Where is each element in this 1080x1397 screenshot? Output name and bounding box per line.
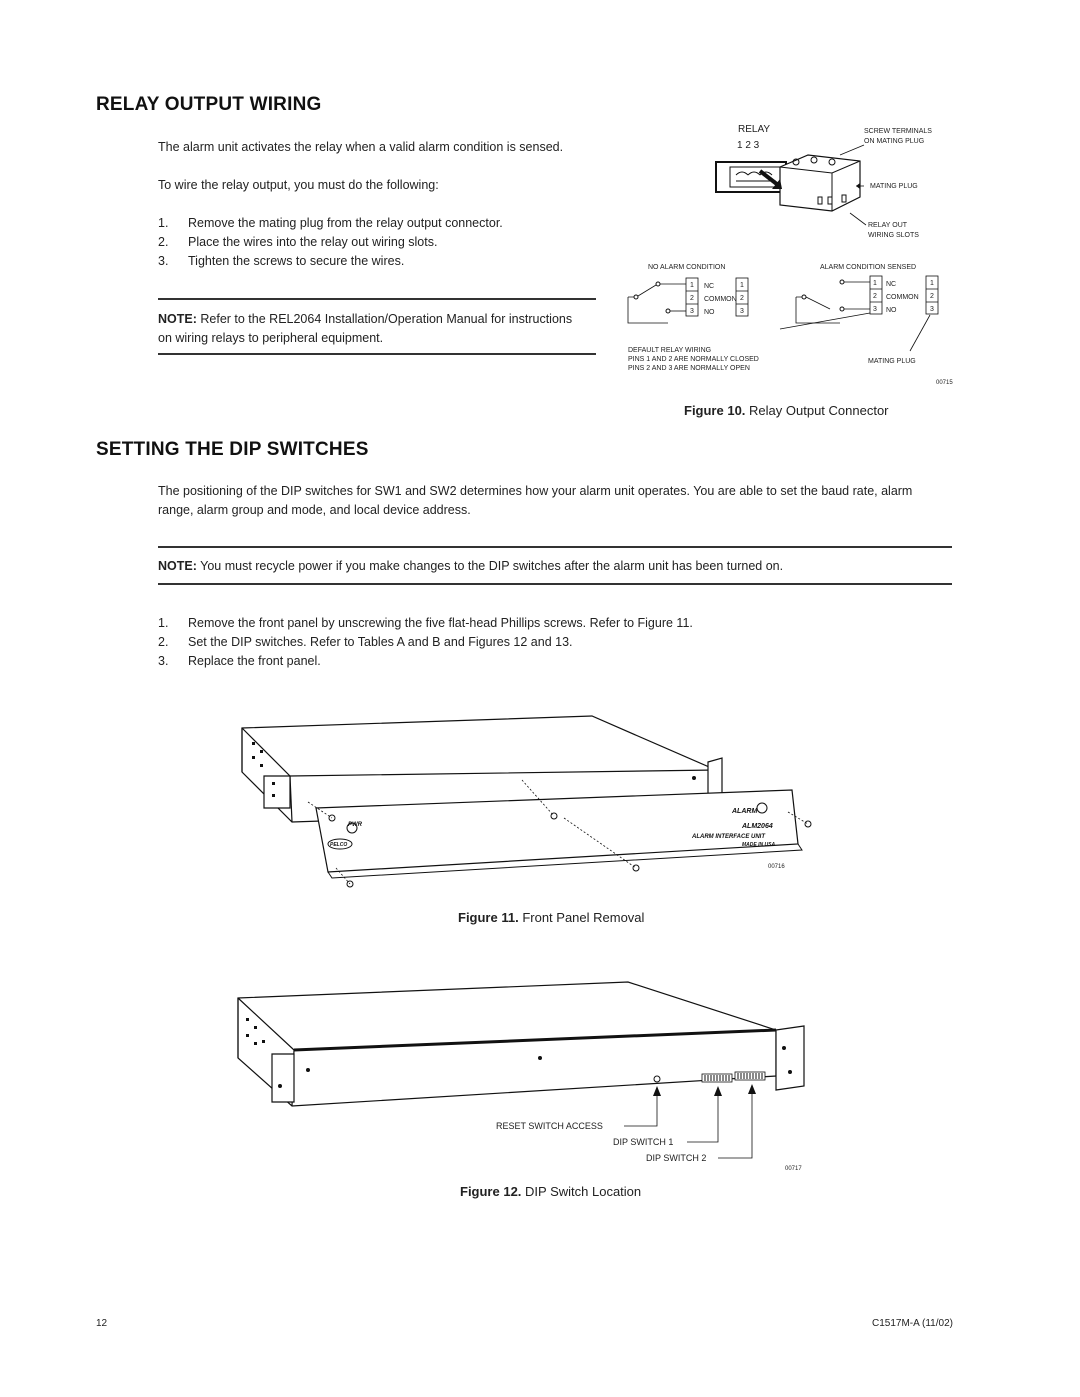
figure11-code: 00716 xyxy=(768,864,785,870)
dip-switch-2-label: DIP SWITCH 2 xyxy=(646,1153,707,1163)
right-plug-pin-1: 1 xyxy=(930,280,934,287)
mating-plug-drawing xyxy=(760,155,860,211)
relay-out-label-2: WIRING SLOTS xyxy=(868,232,919,239)
relay-pin-numbers: 1 2 3 xyxy=(737,140,760,151)
right-plug-pin-2: 2 xyxy=(930,293,934,300)
step-number: 3. xyxy=(158,654,169,668)
panel-made-label: MADE IN USA xyxy=(742,842,776,848)
screw-terminals-label-1: SCREW TERMINALS xyxy=(864,128,932,135)
step-number: 2. xyxy=(158,635,169,649)
dip-note-rule-bottom xyxy=(158,583,952,585)
default-wiring-3: PINS 2 AND 3 ARE NORMALLY OPEN xyxy=(628,365,750,372)
step-number: 1. xyxy=(158,616,169,630)
dip-step-1 xyxy=(158,616,693,630)
panel-pwr-label: PWR xyxy=(348,822,362,828)
step-text: Set the DIP switches. Refer to Tables A and B and Figures 12 and 13. xyxy=(188,635,573,649)
left-no-label: NO xyxy=(704,309,715,316)
figure12-code: 00717 xyxy=(785,1166,802,1172)
figure11-caption xyxy=(458,910,644,925)
no-alarm-condition-label: NO ALARM CONDITION xyxy=(648,264,726,271)
reset-switch-hole xyxy=(654,1076,660,1082)
step-text: Remove the front panel by unscrewing the five flat-head Phillips screws. Refer to Figure 11. xyxy=(188,616,693,630)
dip-note xyxy=(158,557,783,576)
relay-note xyxy=(158,310,598,348)
left-pin-1: 1 xyxy=(690,282,694,289)
relay-step-3 xyxy=(158,254,404,268)
right-pin-3: 3 xyxy=(873,306,877,313)
step-text: Remove the mating plug from the relay output connector. xyxy=(188,216,503,230)
figure12-caption-text: DIP Switch Location xyxy=(521,1184,642,1199)
dip-para-line-1: The positioning of the DIP switches for SW1 and SW2 determines how your alarm unit operates. You are able to set the baud rate, alarm xyxy=(158,484,913,498)
step-text: Tighten the screws to secure the wires. xyxy=(188,254,405,268)
relay-intro: The alarm unit activates the relay when a valid alarm condition is sensed. xyxy=(158,140,564,154)
alarm-sensed-schematic xyxy=(780,276,938,351)
note-rule-bottom xyxy=(158,353,596,355)
dip-switch-2 xyxy=(735,1072,765,1080)
dip-note-rule-top xyxy=(158,546,952,548)
step-number: 1. xyxy=(158,216,169,230)
relay-out-label-1: RELAY OUT xyxy=(868,222,908,229)
left-plug-pin-2: 2 xyxy=(740,295,744,302)
left-pin-2: 2 xyxy=(690,295,694,302)
step-number: 3. xyxy=(158,254,169,268)
mating-plug-label-2: MATING PLUG xyxy=(868,358,916,365)
relay-step-1 xyxy=(158,216,503,230)
section-title-relay-output-wiring: RELAY OUTPUT WIRING xyxy=(96,94,322,115)
mating-plug-label: MATING PLUG xyxy=(870,183,918,190)
figure10-caption-label: Figure 10. xyxy=(684,403,746,418)
callout-arrows xyxy=(653,1084,756,1096)
dip-para xyxy=(158,482,958,520)
relay-connector-diagram xyxy=(620,115,960,395)
left-common-label: COMMON xyxy=(704,296,737,303)
right-no-label: NO xyxy=(886,307,897,314)
step-text: Place the wires into the relay out wiring slots. xyxy=(188,235,438,249)
dip-switch-1 xyxy=(702,1074,732,1082)
alarm-condition-sensed-label: ALARM CONDITION SENSED xyxy=(820,264,917,271)
figure12-caption-label: Figure 12. xyxy=(460,1184,522,1199)
figure10-caption-text: Relay Output Connector xyxy=(745,403,889,418)
right-common-label: COMMON xyxy=(886,294,919,301)
left-plug-pin-1: 1 xyxy=(740,282,744,289)
dip-switch-1-label: DIP SWITCH 1 xyxy=(613,1137,674,1147)
left-pin-3: 3 xyxy=(690,308,694,315)
chassis-2 xyxy=(238,982,804,1106)
panel-unit-label: ALARM INTERFACE UNIT xyxy=(692,834,765,840)
figure10-caption xyxy=(684,403,889,418)
section-title-dip-switches: SETTING THE DIP SWITCHES xyxy=(96,439,369,460)
figure10-code: 00715 xyxy=(936,380,953,386)
right-pin-1: 1 xyxy=(873,280,877,287)
relay-instruction: To wire the relay output, you must do the following: xyxy=(158,178,439,192)
step-text: Replace the front panel. xyxy=(188,654,321,668)
note-rule-top xyxy=(158,298,596,300)
right-pin-2: 2 xyxy=(873,293,877,300)
dip-step-2 xyxy=(158,635,573,649)
note-line-1: Refer to the REL2064 Installation/Operation Manual for instructions xyxy=(200,312,573,326)
panel-model-label: ALM2064 xyxy=(742,823,773,830)
dip-note-text: You must recycle power if you make changes to the DIP switches after the alarm unit has been turned on. xyxy=(200,559,784,573)
reset-switch-access-label: RESET SWITCH ACCESS xyxy=(496,1121,603,1131)
left-plug-pin-3: 3 xyxy=(740,308,744,315)
note-line-2: on wiring relays to peripheral equipment. xyxy=(158,331,384,345)
screw-terminals-label-2: ON MATING PLUG xyxy=(864,138,925,145)
dip-para-line-2: range, alarm group and mode, and local device address. xyxy=(158,503,471,517)
relay-label: RELAY xyxy=(738,124,771,135)
dip-note-label: NOTE: xyxy=(158,559,197,573)
relay-step-2 xyxy=(158,235,437,249)
default-wiring-1: DEFAULT RELAY WIRING xyxy=(628,347,712,354)
dip-step-3 xyxy=(158,654,321,668)
note-label: NOTE: xyxy=(158,312,197,326)
figure11-caption-label: Figure 11. xyxy=(458,910,519,925)
figure11-caption-text: Front Panel Removal xyxy=(518,910,645,925)
default-wiring-2: PINS 1 AND 2 ARE NORMALLY CLOSED xyxy=(628,356,759,363)
callout-lines xyxy=(624,1092,752,1158)
step-number: 2. xyxy=(158,235,169,249)
left-nc-label: NC xyxy=(704,283,715,290)
right-nc-label: NC xyxy=(886,281,897,288)
dip-switch-location-drawing xyxy=(232,978,822,1178)
document-code: C1517M-A (11/02) xyxy=(872,1318,953,1329)
figure12-caption xyxy=(460,1184,641,1199)
page-number: 12 xyxy=(96,1318,108,1329)
right-plug-pin-3: 3 xyxy=(930,306,934,313)
panel-brand-logo: PELCO xyxy=(330,842,348,848)
front-panel-removal-drawing xyxy=(232,712,832,897)
panel-alarm-label: ALARM xyxy=(732,808,758,815)
